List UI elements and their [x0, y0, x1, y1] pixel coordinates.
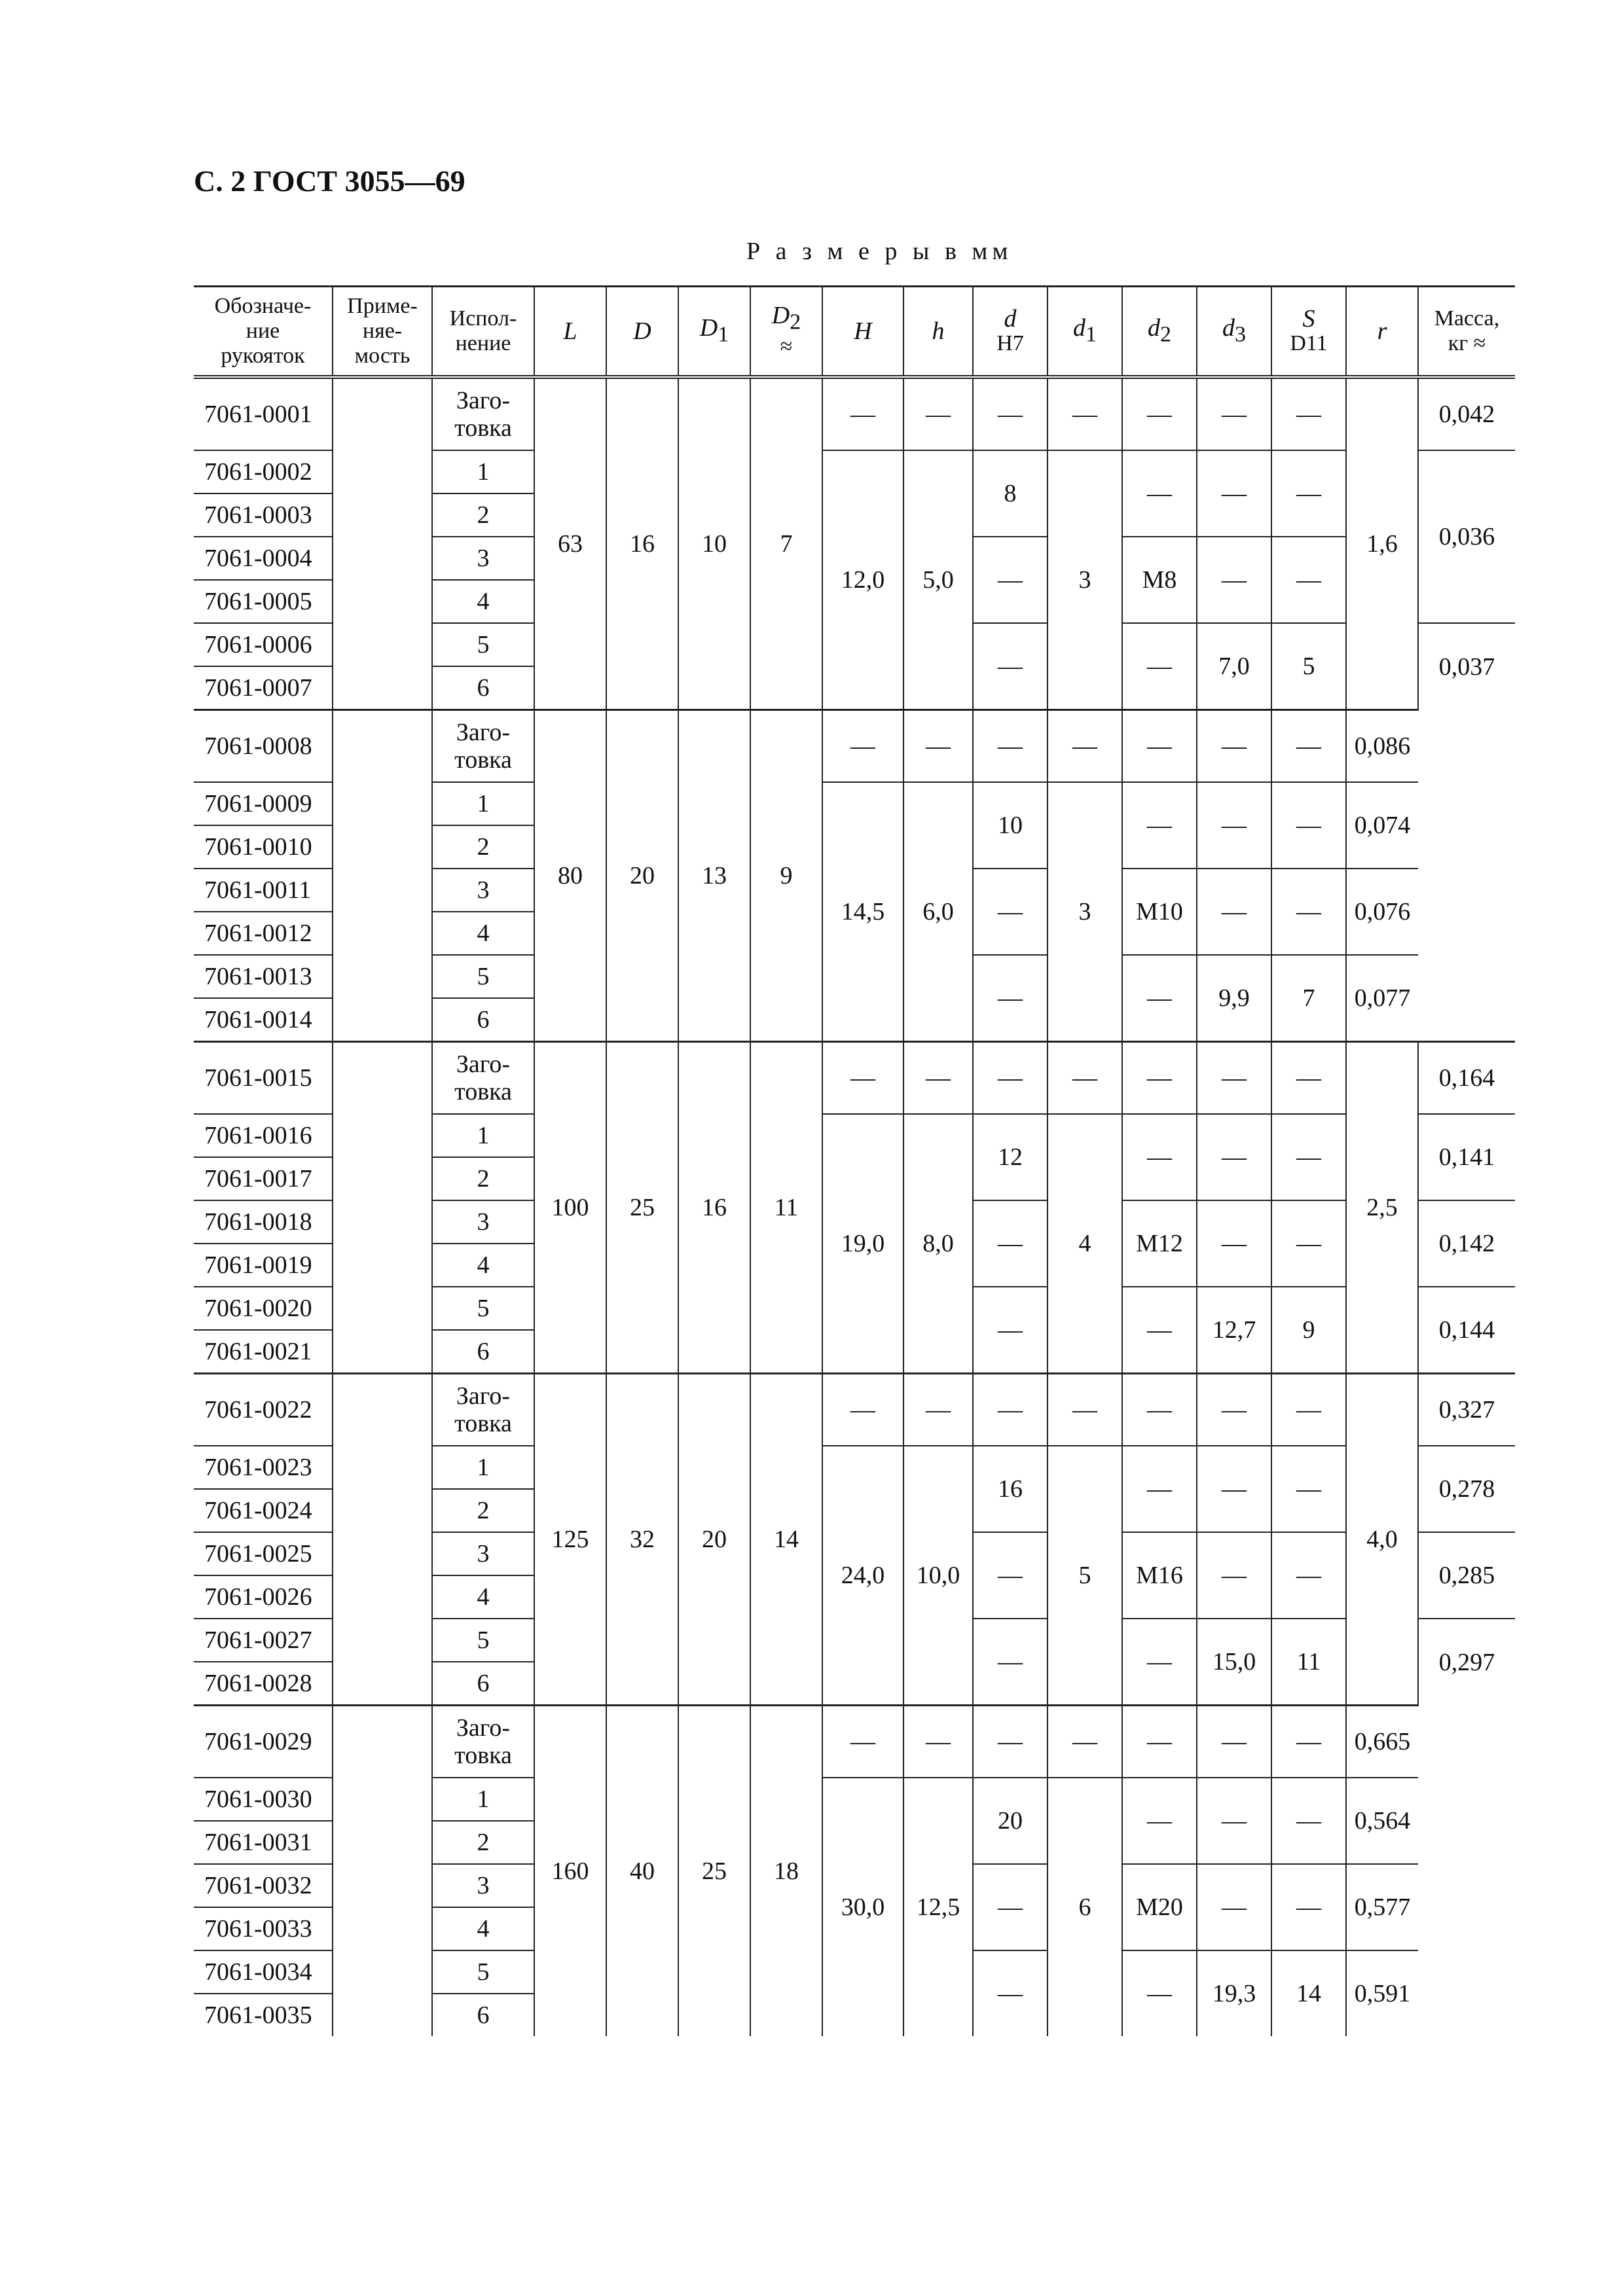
S-cell: 5: [1271, 623, 1346, 710]
d2-cell: M16: [1122, 1532, 1197, 1619]
designation-cell: 7061-0020: [194, 1287, 333, 1330]
header-mass: Масса, кг ≈: [1418, 287, 1515, 378]
designation-cell: 7061-0028: [194, 1662, 333, 1706]
d3-cell: 7,0: [1197, 623, 1271, 710]
version-cell: 3: [432, 1532, 534, 1575]
D-cell: 25: [606, 1042, 678, 1374]
dash-cell: —: [1271, 1706, 1346, 1778]
d1-cell: 4: [1048, 1114, 1122, 1374]
version-cell: 6: [432, 1330, 534, 1374]
L-cell: 125: [534, 1374, 606, 1706]
dash-cell: —: [1271, 1446, 1346, 1532]
dash-cell: —: [1197, 1200, 1271, 1287]
dash-cell: —: [973, 869, 1048, 955]
version-cell: Заго- товка: [432, 377, 534, 450]
D-cell: 20: [606, 710, 678, 1042]
mass-cell: 0,144: [1418, 1287, 1515, 1374]
dash-cell: —: [1122, 377, 1197, 450]
dash-cell: —: [903, 1706, 973, 1778]
applicability-cell: [333, 377, 432, 710]
mass-cell: 0,278: [1418, 1446, 1515, 1532]
applicability-cell: [333, 710, 432, 1042]
designation-cell: 7061-0003: [194, 493, 333, 537]
table-row: [194, 377, 1515, 450]
dash-cell: —: [822, 1706, 903, 1778]
dash-cell: —: [1271, 450, 1346, 537]
dash-cell: —: [822, 1374, 903, 1446]
H-cell: 12,0: [822, 450, 903, 710]
h-cell: 10,0: [903, 1446, 973, 1706]
dash-cell: —: [1122, 1042, 1197, 1115]
r-cell: 2,5: [1346, 1042, 1418, 1374]
dash-cell: —: [1197, 1114, 1271, 1200]
table-row: [194, 710, 1515, 783]
table-row: [194, 1042, 1515, 1115]
h-cell: 5,0: [903, 450, 973, 710]
D2-cell: 11: [750, 1042, 822, 1374]
dash-cell: —: [822, 377, 903, 450]
version-cell: 5: [432, 1619, 534, 1662]
dash-cell: —: [1122, 782, 1197, 869]
d2-cell: M12: [1122, 1200, 1197, 1287]
designation-cell: 7061-0021: [194, 1330, 333, 1374]
L-cell: 63: [534, 377, 606, 710]
table-row: [194, 1706, 1515, 1778]
header-D2: $D_2$ ≈: [750, 287, 822, 378]
version-cell: 5: [432, 623, 534, 666]
dash-cell: —: [1197, 450, 1271, 537]
mass-cell: 0,297: [1418, 1619, 1515, 1706]
mass-cell: 0,074: [1346, 782, 1418, 869]
H-cell: 24,0: [822, 1446, 903, 1706]
designation-cell: 7061-0019: [194, 1244, 333, 1287]
dash-cell: —: [822, 710, 903, 783]
version-cell: 2: [432, 825, 534, 869]
d1-cell: 5: [1048, 1446, 1122, 1706]
dash-cell: —: [973, 1287, 1048, 1374]
D2-cell: 18: [750, 1706, 822, 2037]
version-cell: 6: [432, 1662, 534, 1706]
h-cell: 6,0: [903, 782, 973, 1042]
d-cell: 12: [973, 1114, 1048, 1200]
designation-cell: 7061-0016: [194, 1114, 333, 1157]
designation-cell: 7061-0005: [194, 580, 333, 623]
dash-cell: —: [1271, 1778, 1346, 1864]
dash-cell: —: [973, 1042, 1048, 1115]
D1-cell: 10: [678, 377, 750, 710]
version-cell: 6: [432, 998, 534, 1042]
d1-cell: 3: [1048, 782, 1122, 1042]
designation-cell: 7061-0001: [194, 377, 333, 450]
d1-cell: 3: [1048, 450, 1122, 710]
version-cell: 1: [432, 1778, 534, 1821]
size-group: [194, 1374, 1515, 1706]
designation-cell: 7061-0013: [194, 955, 333, 998]
dash-cell: —: [1271, 1532, 1346, 1619]
designation-cell: 7061-0029: [194, 1706, 333, 1778]
header-D1: $D_1$: [678, 287, 750, 378]
designation-cell: 7061-0030: [194, 1778, 333, 1821]
version-cell: 1: [432, 1114, 534, 1157]
dash-cell: —: [1122, 1287, 1197, 1374]
designation-cell: 7061-0010: [194, 825, 333, 869]
version-cell: 2: [432, 1821, 534, 1864]
dash-cell: —: [1122, 1619, 1197, 1706]
dash-cell: —: [1122, 1778, 1197, 1864]
designation-cell: 7061-0033: [194, 1907, 333, 1950]
D1-cell: 13: [678, 710, 750, 1042]
designation-cell: 7061-0034: [194, 1950, 333, 1994]
H-cell: 19,0: [822, 1114, 903, 1374]
version-cell: 4: [432, 912, 534, 955]
size-group: [194, 377, 1515, 710]
version-cell: 2: [432, 493, 534, 537]
L-cell: 80: [534, 710, 606, 1042]
dimensions-table: [194, 285, 1515, 2036]
dash-cell: —: [1271, 782, 1346, 869]
table-row: [194, 1374, 1515, 1446]
dash-cell: —: [1197, 1778, 1271, 1864]
D2-cell: 9: [750, 710, 822, 1042]
d-cell: 20: [973, 1778, 1048, 1864]
header-d: d H7: [973, 287, 1048, 378]
version-cell: Заго- товка: [432, 1042, 534, 1115]
dash-cell: —: [1197, 1374, 1271, 1446]
mass-cell: 0,037: [1418, 623, 1515, 710]
designation-cell: 7061-0002: [194, 450, 333, 493]
dash-cell: —: [1048, 1374, 1122, 1446]
designation-cell: 7061-0025: [194, 1532, 333, 1575]
dash-cell: —: [1197, 377, 1271, 450]
designation-cell: 7061-0006: [194, 623, 333, 666]
header-version: Испол- нение: [432, 287, 534, 378]
dash-cell: —: [1197, 1446, 1271, 1532]
designation-cell: 7061-0027: [194, 1619, 333, 1662]
dash-cell: —: [1122, 955, 1197, 1042]
dash-cell: —: [973, 1374, 1048, 1446]
units-caption: Р а з м е р ы в мм: [746, 238, 1013, 265]
dash-cell: —: [973, 1950, 1048, 2036]
mass-cell: 0,042: [1418, 377, 1515, 450]
designation-cell: 7061-0031: [194, 1821, 333, 1864]
D1-cell: 20: [678, 1374, 750, 1706]
mass-cell: 0,164: [1418, 1042, 1515, 1115]
dash-cell: —: [973, 1619, 1048, 1706]
dash-cell: —: [1271, 377, 1346, 450]
version-cell: 1: [432, 782, 534, 825]
S-cell: 14: [1271, 1950, 1346, 2036]
version-cell: 1: [432, 1446, 534, 1489]
dash-cell: —: [1048, 1706, 1122, 1778]
dash-cell: —: [1197, 1706, 1271, 1778]
version-cell: 4: [432, 1575, 534, 1619]
D1-cell: 16: [678, 1042, 750, 1374]
mass-cell: 0,327: [1418, 1374, 1515, 1446]
version-cell: 4: [432, 1244, 534, 1287]
version-cell: 6: [432, 1994, 534, 2036]
version-cell: 2: [432, 1157, 534, 1200]
dash-cell: —: [1271, 1042, 1346, 1115]
dash-cell: —: [973, 537, 1048, 623]
version-cell: 2: [432, 1489, 534, 1532]
dash-cell: —: [1122, 1374, 1197, 1446]
designation-cell: 7061-0007: [194, 666, 333, 710]
D1-cell: 25: [678, 1706, 750, 2037]
designation-cell: 7061-0035: [194, 1994, 333, 2036]
dash-cell: —: [1048, 1042, 1122, 1115]
d-cell: 16: [973, 1446, 1048, 1532]
dash-cell: —: [1122, 1114, 1197, 1200]
S-cell: 7: [1271, 955, 1346, 1042]
dash-cell: —: [1271, 1114, 1346, 1200]
dash-cell: —: [1122, 710, 1197, 783]
designation-cell: 7061-0022: [194, 1374, 333, 1446]
dash-cell: —: [1197, 710, 1271, 783]
d3-cell: 12,7: [1197, 1287, 1271, 1374]
designation-cell: 7061-0024: [194, 1489, 333, 1532]
mass-cell: 0,142: [1418, 1200, 1515, 1287]
h-cell: 12,5: [903, 1778, 973, 2036]
dash-cell: —: [1122, 1446, 1197, 1532]
designation-cell: 7061-0032: [194, 1864, 333, 1907]
designation-cell: 7061-0009: [194, 782, 333, 825]
d2-cell: M10: [1122, 869, 1197, 955]
designation-cell: 7061-0026: [194, 1575, 333, 1619]
header-S: S D11: [1271, 287, 1346, 378]
designation-cell: 7061-0008: [194, 710, 333, 783]
d-cell: 10: [973, 782, 1048, 869]
d-cell: 8: [973, 450, 1048, 537]
H-cell: 30,0: [822, 1778, 903, 2036]
header-D: D: [606, 287, 678, 378]
H-cell: 14,5: [822, 782, 903, 1042]
mass-cell: 0,076: [1346, 869, 1418, 955]
d2-cell: M8: [1122, 537, 1197, 623]
header-d3: $d_3$: [1197, 287, 1271, 378]
applicability-cell: [333, 1374, 432, 1706]
dash-cell: —: [1271, 710, 1346, 783]
dash-cell: —: [1271, 537, 1346, 623]
mass-cell: 0,036: [1418, 450, 1515, 623]
header-d1: $d_1$: [1048, 287, 1122, 378]
version-cell: 5: [432, 1287, 534, 1330]
dash-cell: —: [1122, 450, 1197, 537]
D-cell: 40: [606, 1706, 678, 2037]
dash-cell: —: [1197, 782, 1271, 869]
designation-cell: 7061-0023: [194, 1446, 333, 1489]
designation-cell: 7061-0004: [194, 537, 333, 580]
dash-cell: —: [1271, 1374, 1346, 1446]
header-h: h: [903, 287, 973, 378]
D-cell: 16: [606, 377, 678, 710]
size-group: [194, 1706, 1515, 2037]
dash-cell: —: [973, 1200, 1048, 1287]
header-applicability: Приме- няе- мость: [333, 287, 432, 378]
table-header-row: [194, 287, 1515, 378]
mass-cell: 0,077: [1346, 955, 1418, 1042]
applicability-cell: [333, 1706, 432, 2037]
d2-cell: M20: [1122, 1864, 1197, 1950]
dash-cell: —: [1197, 537, 1271, 623]
S-cell: 9: [1271, 1287, 1346, 1374]
header-H: H: [822, 287, 903, 378]
r-cell: 4,0: [1346, 1374, 1418, 1706]
mass-cell: 0,141: [1418, 1114, 1515, 1200]
applicability-cell: [333, 1042, 432, 1374]
dash-cell: —: [903, 377, 973, 450]
d3-cell: 15,0: [1197, 1619, 1271, 1706]
size-group: [194, 1042, 1515, 1374]
header-r: r: [1346, 287, 1418, 378]
d3-cell: 9,9: [1197, 955, 1271, 1042]
dash-cell: —: [973, 623, 1048, 710]
dash-cell: —: [973, 1706, 1048, 1778]
d1-cell: 6: [1048, 1778, 1122, 2036]
designation-cell: 7061-0018: [194, 1200, 333, 1244]
dash-cell: —: [903, 710, 973, 783]
version-cell: Заго- товка: [432, 1374, 534, 1446]
version-cell: 3: [432, 1200, 534, 1244]
dash-cell: —: [973, 1864, 1048, 1950]
version-cell: 3: [432, 537, 534, 580]
mass-cell: 0,577: [1346, 1864, 1418, 1950]
dash-cell: —: [1122, 1706, 1197, 1778]
D2-cell: 7: [750, 377, 822, 710]
size-group: [194, 710, 1515, 1042]
mass-cell: 0,564: [1346, 1778, 1418, 1864]
dash-cell: —: [1122, 623, 1197, 710]
dash-cell: —: [973, 955, 1048, 1042]
L-cell: 100: [534, 1042, 606, 1374]
version-cell: Заго- товка: [432, 710, 534, 783]
r-cell: 1,6: [1346, 377, 1418, 710]
header-d2: $d_2$: [1122, 287, 1197, 378]
mass-cell: 0,086: [1346, 710, 1418, 783]
header-designation: Обозначе- ние рукояток: [194, 287, 333, 378]
dash-cell: —: [903, 1042, 973, 1115]
designation-cell: 7061-0017: [194, 1157, 333, 1200]
mass-cell: 0,591: [1346, 1950, 1418, 2036]
L-cell: 160: [534, 1706, 606, 2037]
dash-cell: —: [1271, 1864, 1346, 1950]
version-cell: 5: [432, 955, 534, 998]
dash-cell: —: [1197, 869, 1271, 955]
version-cell: 4: [432, 580, 534, 623]
dash-cell: —: [822, 1042, 903, 1115]
D2-cell: 14: [750, 1374, 822, 1706]
dash-cell: —: [903, 1374, 973, 1446]
dash-cell: —: [1197, 1864, 1271, 1950]
designation-cell: 7061-0015: [194, 1042, 333, 1115]
h-cell: 8,0: [903, 1114, 973, 1374]
dash-cell: —: [1122, 1950, 1197, 2036]
mass-cell: 0,285: [1418, 1532, 1515, 1619]
S-cell: 11: [1271, 1619, 1346, 1706]
dash-cell: —: [1271, 869, 1346, 955]
designation-cell: 7061-0011: [194, 869, 333, 912]
dash-cell: —: [973, 377, 1048, 450]
version-cell: 5: [432, 1950, 534, 1994]
version-cell: 6: [432, 666, 534, 710]
version-cell: 1: [432, 450, 534, 493]
dash-cell: —: [1048, 710, 1122, 783]
version-cell: 4: [432, 1907, 534, 1950]
header-L: L: [534, 287, 606, 378]
version-cell: Заго- товка: [432, 1706, 534, 1778]
designation-cell: 7061-0014: [194, 998, 333, 1042]
D-cell: 32: [606, 1374, 678, 1706]
dash-cell: —: [1197, 1042, 1271, 1115]
version-cell: 3: [432, 1864, 534, 1907]
dash-cell: —: [1048, 377, 1122, 450]
designation-cell: 7061-0012: [194, 912, 333, 955]
dash-cell: —: [973, 710, 1048, 783]
page-title: С. 2 ГОСТ 3055—69: [194, 164, 465, 198]
dash-cell: —: [1271, 1200, 1346, 1287]
dash-cell: —: [973, 1532, 1048, 1619]
dash-cell: —: [1197, 1532, 1271, 1619]
d3-cell: 19,3: [1197, 1950, 1271, 2036]
mass-cell: 0,665: [1346, 1706, 1418, 1778]
version-cell: 3: [432, 869, 534, 912]
